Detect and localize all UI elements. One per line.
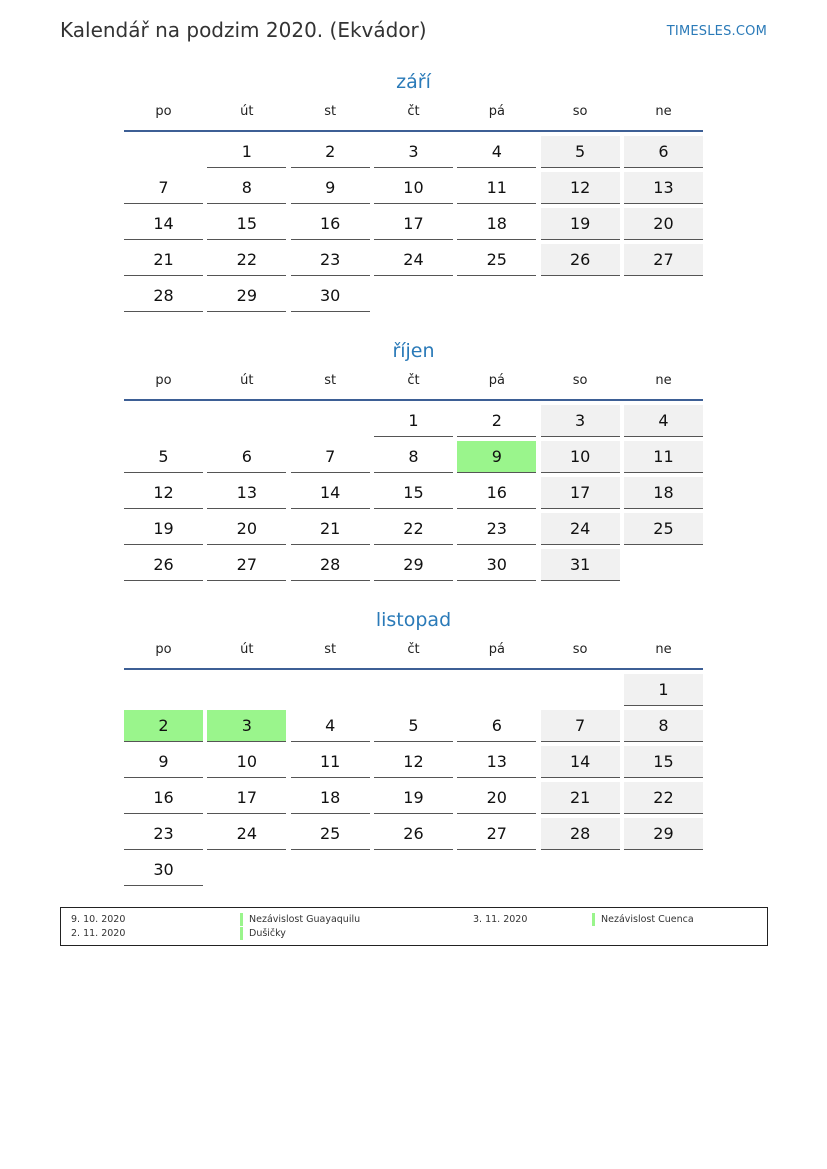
day-cell: 30 — [457, 549, 536, 581]
day-cell: 8 — [374, 441, 453, 473]
empty-day-cell — [291, 674, 370, 706]
day-cell: 12 — [541, 172, 620, 204]
day-cell: 8 — [624, 710, 703, 742]
day-cell: 2 — [291, 136, 370, 168]
day-cell: 30 — [124, 854, 203, 886]
day-cell: 14 — [541, 746, 620, 778]
day-cell: 15 — [624, 746, 703, 778]
day-cell: 23 — [457, 513, 536, 545]
empty-day-cell — [457, 674, 536, 706]
day-cell: 9 — [124, 746, 203, 778]
weekday-label: po — [155, 104, 172, 119]
day-cell: 3 — [374, 136, 453, 168]
day-cell: 21 — [541, 782, 620, 814]
day-cell: 26 — [124, 549, 203, 581]
month-title: listopad — [375, 609, 452, 631]
weekday-header — [124, 642, 703, 668]
day-cell: 7 — [124, 172, 203, 204]
brand-link[interactable]: TIMESLES.COM — [666, 24, 767, 39]
day-cell: 31 — [541, 549, 620, 581]
header-rule — [124, 130, 703, 132]
day-grid — [124, 405, 703, 581]
day-cell: 15 — [207, 208, 286, 240]
day-cell: 1 — [374, 405, 453, 437]
day-cell: 27 — [207, 549, 286, 581]
day-cell: 19 — [124, 513, 203, 545]
empty-day-cell — [124, 674, 203, 706]
holiday-day-cell: 9 — [457, 441, 536, 473]
day-cell: 7 — [541, 710, 620, 742]
day-cell: 11 — [457, 172, 536, 204]
weekday-header — [124, 104, 703, 130]
day-cell: 15 — [374, 477, 453, 509]
day-cell: 18 — [457, 208, 536, 240]
weekday-label: st — [324, 373, 337, 388]
day-cell: 1 — [624, 674, 703, 706]
day-cell: 10 — [207, 746, 286, 778]
weekday-label: pá — [488, 104, 505, 119]
legend-date: 2. 11. 2020 — [71, 928, 126, 939]
day-cell: 14 — [291, 477, 370, 509]
empty-day-cell — [541, 674, 620, 706]
day-cell: 1 — [207, 136, 286, 168]
day-cell: 10 — [374, 172, 453, 204]
empty-day-cell — [124, 136, 203, 168]
day-cell: 24 — [207, 818, 286, 850]
day-cell: 29 — [207, 280, 286, 312]
day-cell: 22 — [374, 513, 453, 545]
day-cell: 19 — [374, 782, 453, 814]
day-cell: 9 — [291, 172, 370, 204]
month-block — [124, 337, 703, 581]
day-cell: 11 — [291, 746, 370, 778]
legend-holiday-name: Nezávislost Guayaquilu — [240, 913, 360, 926]
weekday-header — [124, 373, 703, 399]
day-cell: 20 — [457, 782, 536, 814]
day-cell: 5 — [374, 710, 453, 742]
day-cell: 17 — [207, 782, 286, 814]
empty-day-cell — [374, 674, 453, 706]
day-cell: 24 — [541, 513, 620, 545]
weekday-label: út — [240, 373, 254, 388]
holiday-day-cell: 3 — [207, 710, 286, 742]
day-cell: 16 — [457, 477, 536, 509]
holiday-legend — [60, 907, 768, 946]
day-cell: 21 — [291, 513, 370, 545]
day-cell: 11 — [624, 441, 703, 473]
day-cell: 13 — [207, 477, 286, 509]
day-cell: 4 — [457, 136, 536, 168]
day-cell: 18 — [624, 477, 703, 509]
day-cell: 6 — [207, 441, 286, 473]
weekday-label: út — [240, 642, 254, 657]
weekday-label: po — [155, 642, 172, 657]
day-cell: 27 — [624, 244, 703, 276]
day-grid — [124, 136, 703, 312]
day-cell: 24 — [374, 244, 453, 276]
day-cell: 12 — [124, 477, 203, 509]
day-cell: 7 — [291, 441, 370, 473]
weekday-label: ne — [655, 642, 672, 657]
weekday-label: ne — [655, 104, 672, 119]
header-rule — [124, 668, 703, 670]
day-cell: 20 — [624, 208, 703, 240]
empty-day-cell — [207, 674, 286, 706]
legend-holiday-name: Dušičky — [240, 927, 286, 940]
month-title: září — [396, 71, 431, 93]
weekday-label: so — [572, 642, 588, 657]
weekday-label: po — [155, 373, 172, 388]
legend-holiday-name: Nezávislost Cuenca — [592, 913, 694, 926]
day-cell: 26 — [541, 244, 620, 276]
empty-day-cell — [291, 405, 370, 437]
day-cell: 12 — [374, 746, 453, 778]
page-title: Kalendář na podzim 2020. (Ekvádor) — [60, 18, 427, 42]
month-block — [124, 68, 703, 312]
day-cell: 4 — [624, 405, 703, 437]
weekday-label: pá — [488, 642, 505, 657]
empty-day-cell — [124, 405, 203, 437]
empty-day-cell — [207, 405, 286, 437]
weekday-label: čt — [407, 373, 420, 388]
day-cell: 18 — [291, 782, 370, 814]
day-cell: 22 — [624, 782, 703, 814]
day-cell: 6 — [457, 710, 536, 742]
day-cell: 19 — [541, 208, 620, 240]
day-cell: 2 — [457, 405, 536, 437]
holiday-day-cell: 2 — [124, 710, 203, 742]
day-cell: 29 — [624, 818, 703, 850]
weekday-label: so — [572, 373, 588, 388]
day-cell: 25 — [457, 244, 536, 276]
month-title: říjen — [392, 340, 435, 362]
day-cell: 28 — [291, 549, 370, 581]
day-cell: 8 — [207, 172, 286, 204]
header-rule — [124, 399, 703, 401]
day-cell: 27 — [457, 818, 536, 850]
day-cell: 26 — [374, 818, 453, 850]
day-cell: 13 — [624, 172, 703, 204]
day-grid — [124, 674, 703, 886]
day-cell: 3 — [541, 405, 620, 437]
day-cell: 5 — [541, 136, 620, 168]
day-cell: 4 — [291, 710, 370, 742]
day-cell: 25 — [291, 818, 370, 850]
weekday-label: st — [324, 104, 337, 119]
day-cell: 17 — [374, 208, 453, 240]
weekday-label: st — [324, 642, 337, 657]
weekday-label: čt — [407, 642, 420, 657]
day-cell: 29 — [374, 549, 453, 581]
day-cell: 25 — [624, 513, 703, 545]
day-cell: 30 — [291, 280, 370, 312]
day-cell: 21 — [124, 244, 203, 276]
weekday-label: čt — [407, 104, 420, 119]
day-cell: 14 — [124, 208, 203, 240]
weekday-label: ne — [655, 373, 672, 388]
day-cell: 23 — [291, 244, 370, 276]
legend-date: 9. 10. 2020 — [71, 914, 126, 925]
day-cell: 23 — [124, 818, 203, 850]
day-cell: 22 — [207, 244, 286, 276]
day-cell: 16 — [124, 782, 203, 814]
day-cell: 28 — [541, 818, 620, 850]
day-cell: 10 — [541, 441, 620, 473]
weekday-label: pá — [488, 373, 505, 388]
day-cell: 6 — [624, 136, 703, 168]
day-cell: 17 — [541, 477, 620, 509]
day-cell: 16 — [291, 208, 370, 240]
day-cell: 5 — [124, 441, 203, 473]
day-cell: 13 — [457, 746, 536, 778]
weekday-label: so — [572, 104, 588, 119]
day-cell: 20 — [207, 513, 286, 545]
legend-date: 3. 11. 2020 — [473, 914, 528, 925]
weekday-label: út — [240, 104, 254, 119]
month-block — [124, 606, 703, 886]
day-cell: 28 — [124, 280, 203, 312]
